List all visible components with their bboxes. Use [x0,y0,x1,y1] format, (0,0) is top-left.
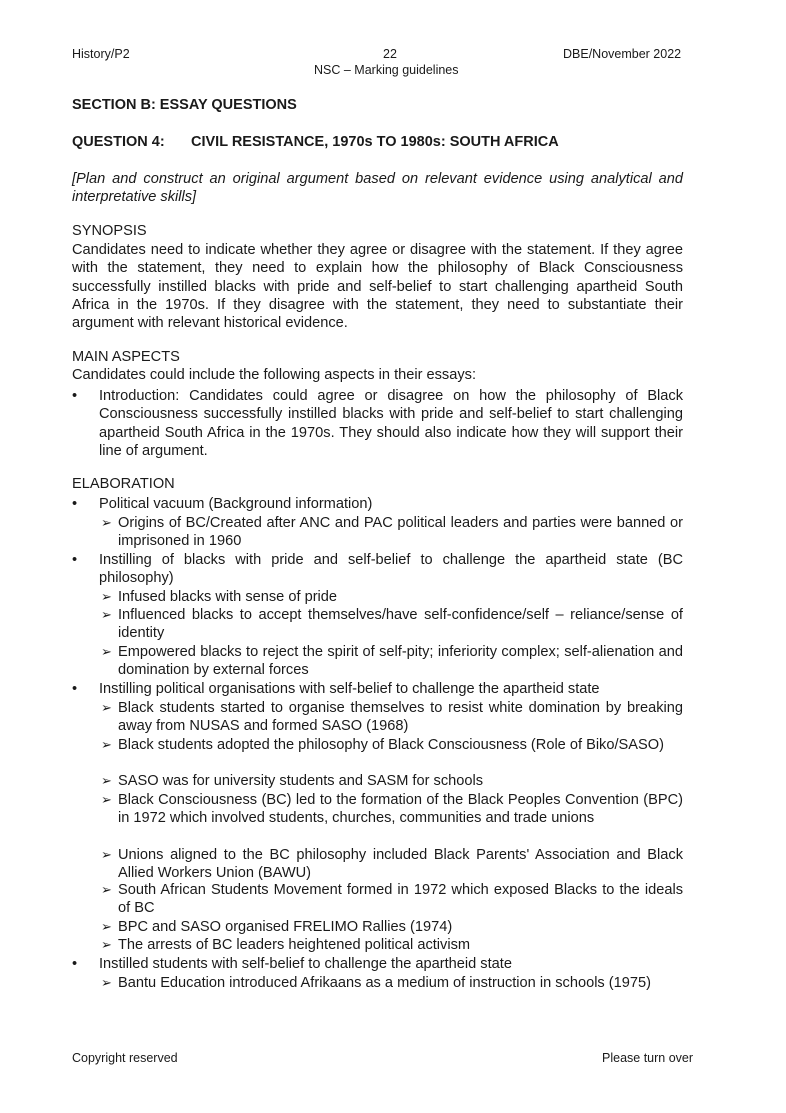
elaboration-point: Instilling political organisations with self-belief to challenge the apartheid state [99,681,600,697]
arrow-marker: ➢ [101,737,112,752]
question-number: QUESTION 4: [72,134,165,150]
bullet-marker: • [72,552,78,568]
main-aspects-intro: Candidates could include the following aspects in their essays: [72,367,476,383]
elaboration-subpoint: Black students started to organise themselves to resist white domination by breaking away from NUSAS and formed SASO (1968) [118,700,683,735]
question-title: CIVIL RESISTANCE, 1970s TO 1980s: SOUTH AFRICA [191,134,559,150]
arrow-marker: ➢ [101,847,112,862]
bullet-marker: • [72,496,78,512]
arrow-marker: ➢ [101,589,112,604]
elaboration-subpoint: Influenced blacks to accept themselves/have self-confidence/self – reliance/sense of identity [118,607,683,642]
elaboration-point: Instilling of blacks with pride and self-belief to challenge the apartheid state (BC philosophy) [99,552,683,587]
elaboration-subpoint: SASO was for university students and SASM for schools [118,773,484,789]
arrow-marker: ➢ [101,975,112,990]
arrow-marker: ➢ [101,515,112,530]
arrow-marker: ➢ [101,919,112,934]
elaboration-subpoint: Infused blacks with sense of pride [118,589,338,605]
introduction-bullet: Introduction: Candidates could agree or disagree on how the philosophy of Black Consciousness successfully instilled blacks with pride and self-belief to start challenging apartheid South Africa in the 1970s. They should also indicate how they will support their line of argument. [99,388,683,459]
arrow-marker: ➢ [101,937,112,952]
page-number: 22 [383,47,397,61]
question-instruction: [Plan and construct an original argument based on relevant evidence using analytical and interpretative skills] [72,171,683,206]
elaboration-subpoint: BPC and SASO organised FRELIMO Rallies (1974) [118,919,453,935]
section-title: SECTION B: ESSAY QUESTIONS [72,97,297,113]
elaboration-subpoint: Empowered blacks to reject the spirit of self-pity; inferiority complex; self-alienation and domination by external forces [118,644,683,679]
header-exam-date: DBE/November 2022 [563,47,682,61]
elaboration-subpoint: Unions aligned to the BC philosophy included Black Parents' Association and Black Allied Workers Union (BAWU) [118,847,683,882]
elaboration-subpoint: South African Students Movement formed in 1972 which exposed Blacks to the ideals of BC [118,882,683,917]
synopsis-heading: SYNOPSIS [72,223,147,239]
elaboration-heading: ELABORATION [72,476,175,492]
elaboration-subpoint: Origins of BC/Created after ANC and PAC political leaders and parties were banned or imprisoned in 1960 [118,515,683,550]
elaboration-point: Political vacuum (Background information) [99,496,373,512]
elaboration-subpoint: Bantu Education introduced Afrikaans as a medium of instruction in schools (1975) [118,975,651,991]
bullet-marker: • [72,681,78,697]
question-heading [72,134,559,150]
footer-turn-over: Please turn over [602,1051,694,1065]
elaboration-subpoint: The arrests of BC leaders heightened political activism [118,937,471,953]
synopsis-text: Candidates need to indicate whether they agree or disagree with the statement. If they agree with the statement, they need to explain how the philosophy of Black Consciousness successfully instilled blacks with pride and self-belief to start challenging apartheid South Africa in the 1970s. If they disagree with the statement, they need to substantiate their argument with relevant historical evidence. [72,242,683,332]
elaboration-subpoint: Black Consciousness (BC) led to the formation of the Black Peoples Convention (BPC) in 1972 which involved students, churches, communities and trade unions [118,792,683,827]
arrow-marker: ➢ [101,773,112,788]
bullet-marker: • [72,388,78,404]
footer-copyright: Copyright reserved [72,1051,178,1065]
main-aspects-heading: MAIN ASPECTS [72,349,180,365]
elaboration-point: Instilled students with self-belief to challenge the apartheid state [99,956,512,972]
header-subtitle: NSC – Marking guidelines [314,63,459,77]
arrow-marker: ➢ [101,792,112,807]
arrow-marker: ➢ [101,607,112,622]
arrow-marker: ➢ [101,882,112,897]
header-subject: History/P2 [72,47,130,61]
arrow-marker: ➢ [101,644,112,659]
arrow-marker: ➢ [101,700,112,715]
bullet-marker: • [72,956,78,972]
elaboration-subpoint: Black students adopted the philosophy of Black Consciousness (Role of Biko/SASO) [118,737,664,753]
